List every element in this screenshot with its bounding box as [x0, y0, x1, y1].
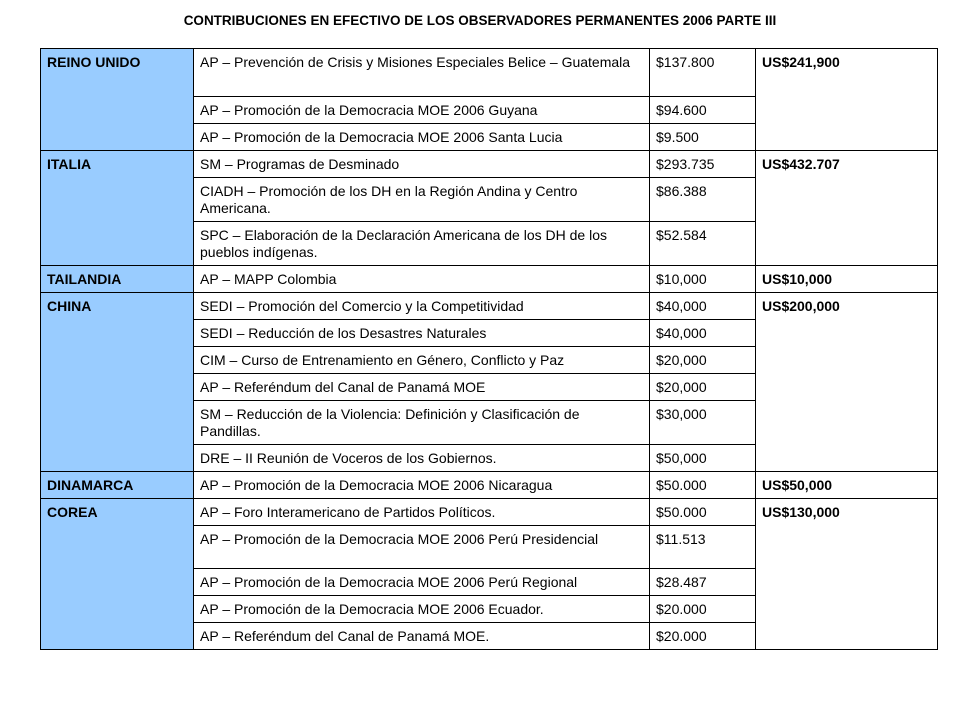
program-cell: SPC – Elaboración de la Declaración Americana de los DH de los pueblos indígenas.	[194, 222, 650, 266]
total-cell: US$130,000	[756, 499, 938, 650]
program-cell: AP – Promoción de la Democracia MOE 2006 Perú Regional	[194, 569, 650, 596]
country-cell: COREA	[41, 499, 194, 650]
program-cell: CIM – Curso de Entrenamiento en Género, Conflicto y Paz	[194, 347, 650, 374]
table-row	[41, 49, 938, 97]
amount-cell: $86.388	[650, 178, 756, 222]
country-cell: ITALIA	[41, 151, 194, 266]
table-row	[41, 499, 938, 526]
table-row	[41, 472, 938, 499]
program-cell: AP – Promoción de la Democracia MOE 2006 Guyana	[194, 97, 650, 124]
program-cell: AP – Referéndum del Canal de Panamá MOE.	[194, 623, 650, 650]
total-cell: US$432.707	[756, 151, 938, 266]
program-cell: AP – Promoción de la Democracia MOE 2006 Nicaragua	[194, 472, 650, 499]
program-cell: CIADH – Promoción de los DH en la Región Andina y Centro Americana.	[194, 178, 650, 222]
table-row	[41, 266, 938, 293]
amount-cell: $28.487	[650, 569, 756, 596]
amount-cell: $20.000	[650, 596, 756, 623]
amount-cell: $11.513	[650, 526, 756, 569]
program-cell: AP – Promoción de la Democracia MOE 2006 Santa Lucia	[194, 124, 650, 151]
country-cell: REINO UNIDO	[41, 49, 194, 151]
program-cell: AP – Prevención de Crisis y Misiones Especiales Belice – Guatemala	[194, 49, 650, 97]
amount-cell: $10,000	[650, 266, 756, 293]
program-cell: AP – Promoción de la Democracia MOE 2006 Perú Presidencial	[194, 526, 650, 569]
program-cell: AP – Promoción de la Democracia MOE 2006 Ecuador.	[194, 596, 650, 623]
table-row	[41, 151, 938, 178]
table-row	[41, 293, 938, 320]
amount-cell: $50.000	[650, 472, 756, 499]
program-cell: SM – Programas de Desminado	[194, 151, 650, 178]
document-title: CONTRIBUCIONES EN EFECTIVO DE LOS OBSERVADORES PERMANENTES 2006 PARTE III	[183, 13, 777, 28]
amount-cell: $293.735	[650, 151, 756, 178]
amount-cell: $50,000	[650, 445, 756, 472]
amount-cell: $9.500	[650, 124, 756, 151]
program-cell: SEDI – Promoción del Comercio y la Competitividad	[194, 293, 650, 320]
country-cell: CHINA	[41, 293, 194, 472]
program-cell: AP – Foro Interamericano de Partidos Políticos.	[194, 499, 650, 526]
program-cell: AP – MAPP Colombia	[194, 266, 650, 293]
total-cell: US$50,000	[756, 472, 938, 499]
amount-cell: $94.600	[650, 97, 756, 124]
table-body	[41, 49, 938, 650]
program-cell: AP – Referéndum del Canal de Panamá MOE	[194, 374, 650, 401]
country-cell: TAILANDIA	[41, 266, 194, 293]
amount-cell: $137.800	[650, 49, 756, 97]
program-cell: DRE – II Reunión de Voceros de los Gobiernos.	[194, 445, 650, 472]
program-cell: SM – Reducción de la Violencia: Definición y Clasificación de Pandillas.	[194, 401, 650, 445]
amount-cell: $50.000	[650, 499, 756, 526]
amount-cell: $40,000	[650, 320, 756, 347]
total-cell: US$200,000	[756, 293, 938, 472]
country-cell: DINAMARCA	[41, 472, 194, 499]
amount-cell: $20,000	[650, 347, 756, 374]
total-cell: US$10,000	[756, 266, 938, 293]
amount-cell: $20.000	[650, 623, 756, 650]
total-cell: US$241,900	[756, 49, 938, 151]
amount-cell: $30,000	[650, 401, 756, 445]
program-cell: SEDI – Reducción de los Desastres Naturales	[194, 320, 650, 347]
amount-cell: $52.584	[650, 222, 756, 266]
contributions-table	[40, 48, 938, 650]
amount-cell: $40,000	[650, 293, 756, 320]
amount-cell: $20,000	[650, 374, 756, 401]
